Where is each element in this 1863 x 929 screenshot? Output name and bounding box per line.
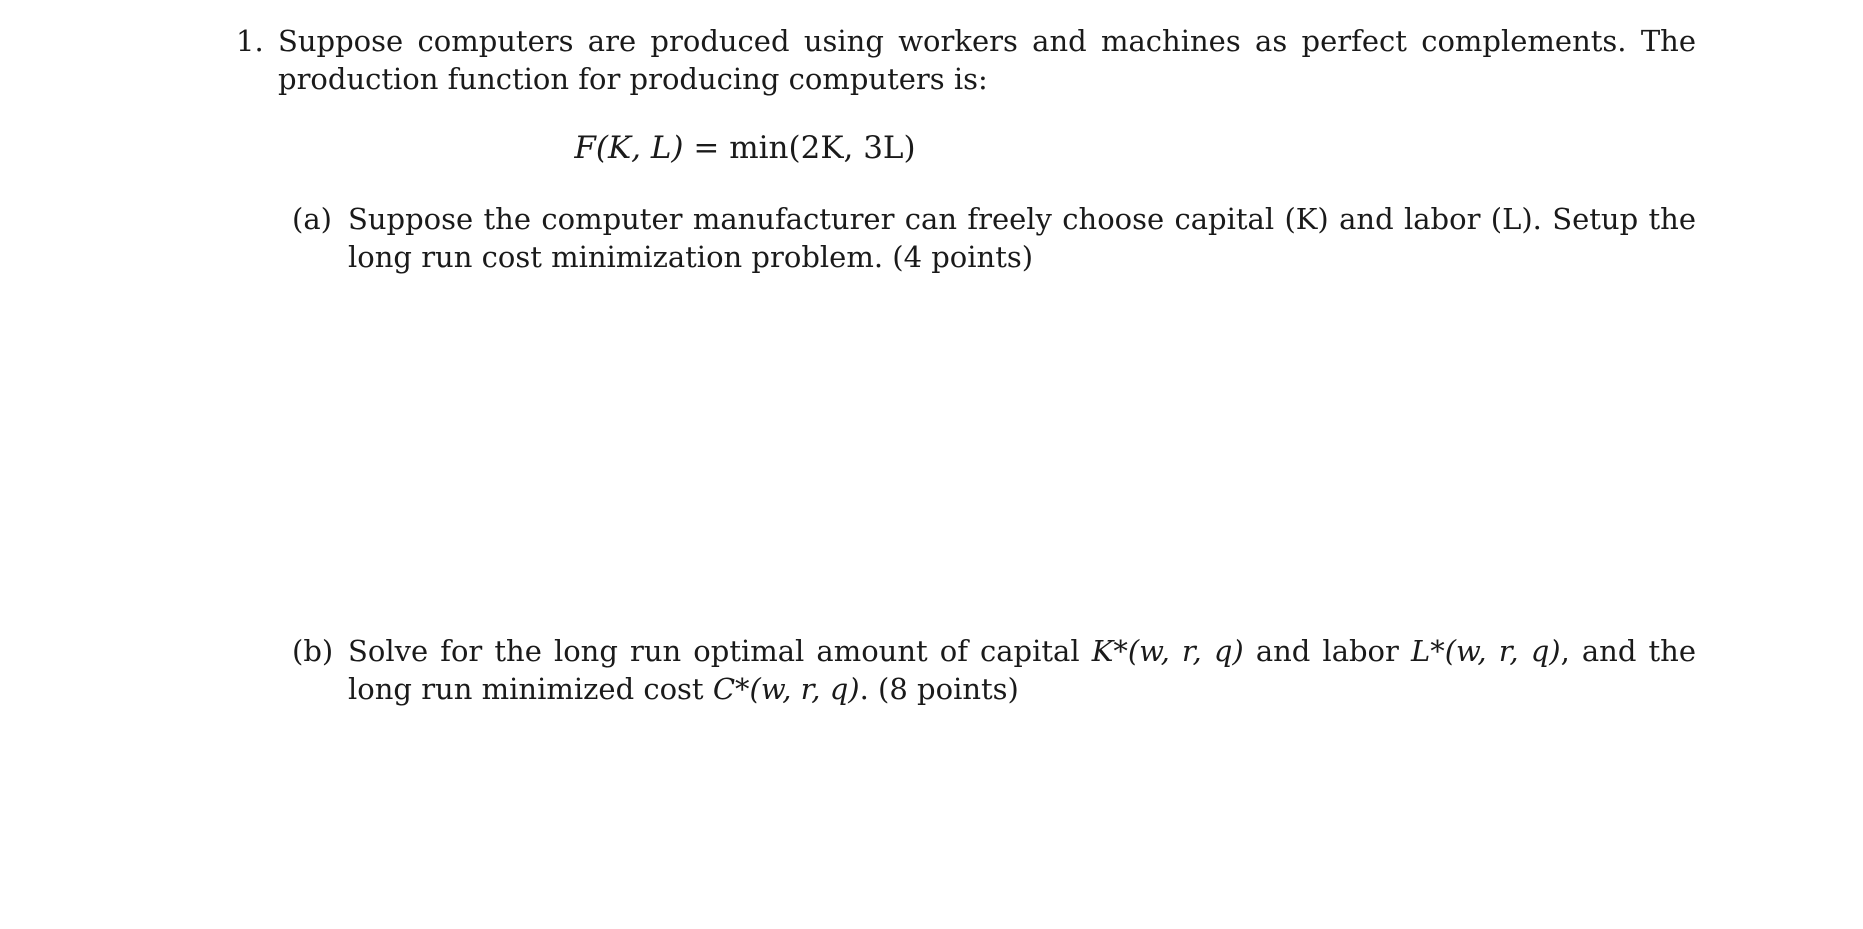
part-b-text-1: Solve for the long run optimal amount of capital (348, 634, 1092, 668)
part-a-text: Suppose the computer manufacturer can freely choose capital (K) and labor (L). Setup the long run cost minimization problem. (4 points) (348, 202, 1696, 274)
equation-rhs: min(2K, 3L) (729, 130, 916, 166)
production-function-equation (0, 128, 1490, 168)
question-number: 1. (236, 24, 264, 58)
part-b-labor-math: L*(w, r, q) (1410, 634, 1561, 668)
question-text: Suppose computers are produced using workers and machines as perfect complements. The production function for producing computers is: (278, 24, 1696, 96)
equation-lhs: F(K, L) (574, 130, 684, 166)
part-b-text-4: . (8 points) (859, 672, 1019, 706)
part-b-text-2: and labor (1243, 634, 1411, 668)
part-b-text (348, 632, 1696, 708)
part-b-label: (b) (292, 634, 334, 668)
part-b-text-3: , and the long run minimized cost (348, 634, 1697, 706)
part-a-label: (a) (292, 202, 332, 236)
equation-equals: = (693, 130, 720, 166)
part-b-cost-math: C*(w, r, q) (712, 672, 860, 706)
part-b-capital-math: K*(w, r, q) (1091, 634, 1244, 668)
